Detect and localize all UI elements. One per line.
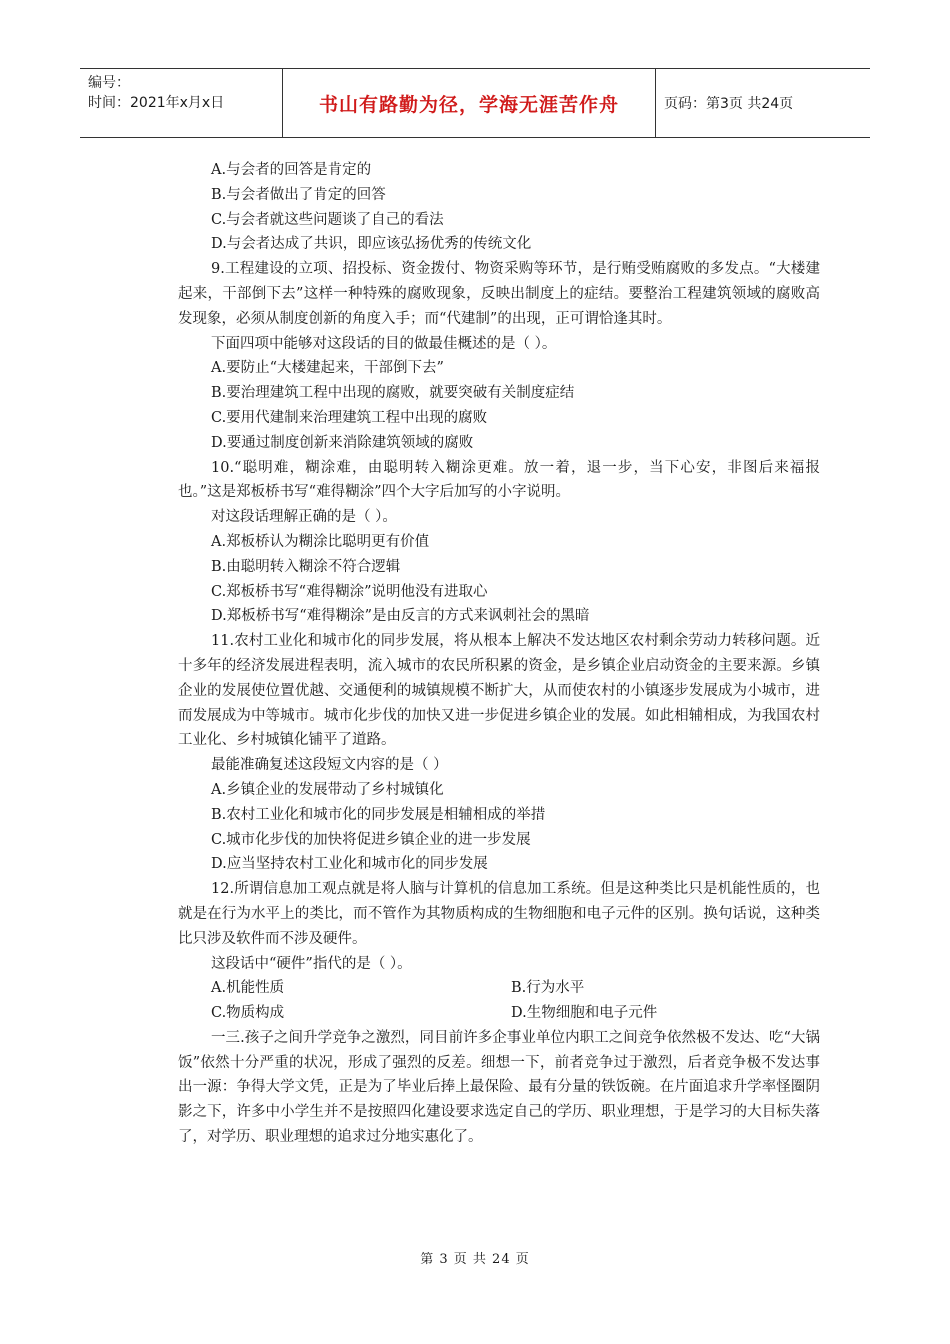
q12-options-row-2 bbox=[178, 1001, 820, 1026]
header-number: 编号： bbox=[88, 75, 130, 91]
q9-paragraph: 9.工程建设的立项、招投标、资金拨付、物资采购等环节，是行贿受贿腐败的多发点。“大楼建起来，干部倒下去”这样一种特殊的腐败现象，反映出制度上的症结。要整治工程建筑领域的腐败高发现象，必须从制度创新的角度入手；而“代建制”的出现，正可谓恰逢其时。 bbox=[178, 261, 820, 327]
q12-options-row-1 bbox=[178, 976, 820, 1001]
header-motto-cell bbox=[283, 69, 656, 137]
page-header bbox=[80, 68, 870, 138]
header-page-cell bbox=[656, 69, 870, 137]
document-body bbox=[178, 158, 820, 1150]
q10-option-b: B.由聪明转入糊涂不符合逻辑 bbox=[211, 558, 401, 575]
q8-option-c: C.与会者就这些问题谈了自己的看法 bbox=[211, 211, 444, 228]
q10-option-a: A.郑板桥认为糊涂比聪明更有价值 bbox=[211, 533, 430, 550]
q8-option-a: A.与会者的回答是肯定的 bbox=[211, 162, 372, 178]
header-meta bbox=[80, 69, 283, 137]
q13-paragraph: 一三.孩子之间升学竞争之激烈，同目前许多企事业单位内职工之间竞争依然极不发达、吃“大锅饭”依然十分严重的状况，形成了强烈的反差。细想一下，前者竞争过于激烈，后者竞争极不发达事出一源：争得大学文凭，正是为了毕业后捧上最保险、最有分量的铁饭碗。在片面追求升学率怪圈阴影之下，许多中小学生并不是按照四化建设要求选定自己的学历、职业理想，于是学习的大目标失落了，对学历、职业理想的追求过分地实惠化了。 bbox=[178, 1029, 820, 1146]
q11-option-c: C.城市化步伐的加快将促进乡镇企业的进一步发展 bbox=[211, 831, 531, 848]
q12-option-c: C.物质构成 bbox=[211, 1005, 285, 1022]
q9-option-c: C.要用代建制来治理建筑工程中出现的腐败 bbox=[211, 409, 488, 426]
q8-option-d: D.与会者达成了共识，即应该弘扬优秀的传统文化 bbox=[211, 236, 532, 253]
q12-paragraph: 12.所谓信息加工观点就是将人脑与计算机的信息加工系统。但是这种类比只是机能性质的，也就是在行为水平上的类比，而不管作为其物质构成的生物细胞和电子元件的区别。换句话说，这种类比只涉及软件而不涉及硬件。 bbox=[178, 881, 820, 947]
header-page-label: 页码：第3页 共24页 bbox=[664, 96, 794, 112]
page-footer: 第 3 页 共 24 页 bbox=[420, 1252, 530, 1267]
q10-question: 对这段话理解正确的是（ ）。 bbox=[211, 509, 397, 526]
q8-option-b: B.与会者做出了肯定的回答 bbox=[211, 186, 386, 203]
q12-option-b: B.行为水平 bbox=[511, 980, 585, 997]
q9-option-b: B.要治理建筑工程中出现的腐败，就要突破有关制度症结 bbox=[211, 385, 575, 402]
header-time: 时间：2021年x月x日 bbox=[88, 95, 225, 111]
q11-paragraph: 11.农村工业化和城市化的同步发展，将从根本上解决不发达地区农村剩余劳动力转移问题。近十多年的经济发展进程表明，流入城市的农民所积累的资金，是乡镇企业启动资金的主要来源。乡镇企业的发展使位置优越、交通便利的城镇规模不断扩大，从而使农村的小镇逐步发展成为小城市，进而发展成为中等城市。城市化步伐的加快又进一步促进乡镇企业的发展。如此相辅相成，为我国农村工业化、乡村城镇化铺平了道路。 bbox=[178, 633, 820, 749]
q10-option-c: C.郑板桥书写“难得糊涂”说明他没有进取心 bbox=[211, 583, 488, 600]
q12-question: 这段话中“硬件”指代的是（ ）。 bbox=[211, 955, 412, 972]
q12-option-d: D.生物细胞和电子元件 bbox=[511, 1005, 658, 1022]
q9-option-a: A.要防止“大楼建起来，干部倒下去” bbox=[211, 360, 444, 377]
q11-question: 最能准确复述这段短文内容的是（ ） bbox=[211, 757, 448, 774]
q10-paragraph: 10.“聪明难，糊涂难，由聪明转入糊涂更难。放一着，退一步，当下心安，非图后来福报也。”这是郑板桥书写“难得糊涂”四个大字后加写的小字说明。 bbox=[178, 459, 820, 501]
q11-option-b: B.农村工业化和城市化的同步发展是相辅相成的举措 bbox=[211, 806, 546, 823]
q12-option-a: A.机能性质 bbox=[211, 980, 285, 997]
q11-option-d: D.应当坚持农村工业化和城市化的同步发展 bbox=[211, 856, 488, 873]
header-motto: 书山有路勤为径，学海无涯苦作舟 bbox=[318, 93, 619, 116]
q10-option-d: D.郑板桥书写“难得糊涂”是由反言的方式来讽刺社会的黑暗 bbox=[211, 608, 590, 625]
q9-option-d: D.要通过制度创新来消除建筑领域的腐败 bbox=[211, 434, 474, 451]
q9-question: 下面四项中能够对这段话的目的做最佳概述的是（ ）。 bbox=[211, 335, 557, 352]
q11-option-a: A.乡镇企业的发展带动了乡村城镇化 bbox=[211, 781, 444, 798]
